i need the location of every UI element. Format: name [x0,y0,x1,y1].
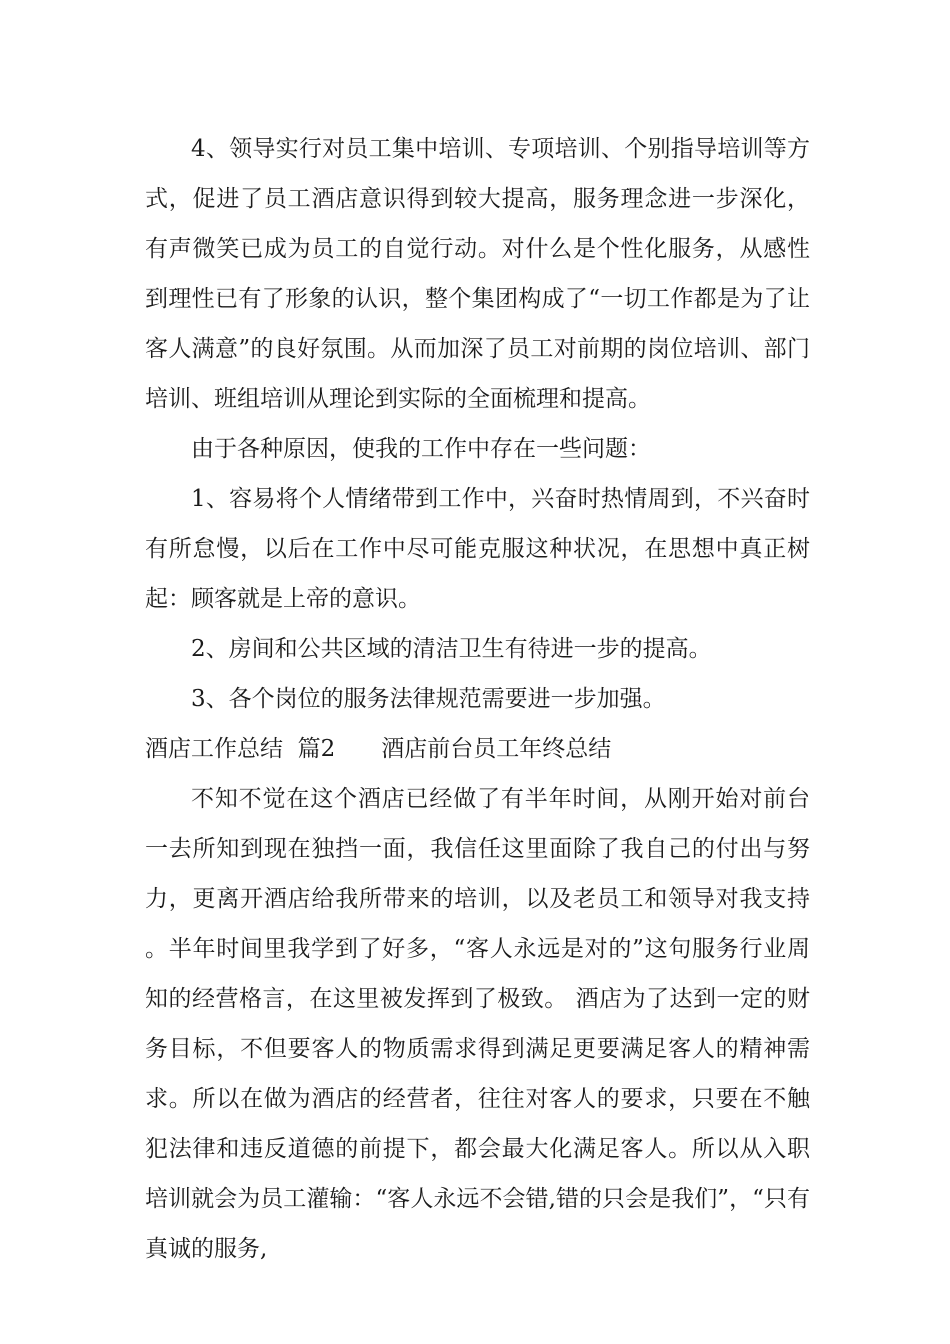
paragraph-problems-intro: 由于各种原因，使我的工作中存在一些问题： [191,436,651,462]
section-heading [145,724,810,774]
section-heading-title: 酒店工作总结 篇2 [145,736,336,762]
paragraph-front-desk-summary: 不知不觉在这个酒店已经做了有半年时间，从刚开始对前台一去所知到现在独挡一面，我信任这里面除了我自己的付出与努力，更离开酒店给我所带来的培训，以及老员工和领导对我支持。半年时间里我学到了好多，“客人永远是对的”这句服务行业周知的经营格言，在这里被发挥到了极致。 酒店为了达到一定的财务目标，不但要客人的物质需求得到满足更要满足客人的精神需求。所以在做为酒店的经营者，往往对客人的要求，只要在不触犯法律和违反道德的前提下，都会最大化满足客人。所以从入职培训就会为员工灌输：“客人永远不会错,错的只会是我们”，“只有真诚的服务, [145,786,810,1262]
paragraph-problem-2: 2、房间和公共区域的清洁卫生有待进一步的提高。 [191,636,712,662]
document-body [145,124,810,1274]
paragraph-problem-3: 3、各个岗位的服务法律规范需要进一步加强。 [191,686,666,712]
paragraph-problem-1: 1、容易将个人情绪带到工作中，兴奋时热情周到，不兴奋时有所怠慢，以后在工作中尽可能克服这种状况，在思想中真正树起：顾客就是上帝的意识。 [145,486,810,612]
paragraph-training: 4、领导实行对员工集中培训、专项培训、个别指导培训等方式，促进了员工酒店意识得到较大提高，服务理念进一步深化，有声微笑已成为员工的自觉行动。对什么是个性化服务，从感性到理性已有了形象的认识，整个集团构成了“一切工作都是为了让客人满意”的良好氛围。从而加深了员工对前期的岗位培训、部门培训、班组培训从理论到实际的全面梳理和提高。 [145,136,810,412]
section-heading-subtitle: 酒店前台员工年终总结 [381,736,612,762]
